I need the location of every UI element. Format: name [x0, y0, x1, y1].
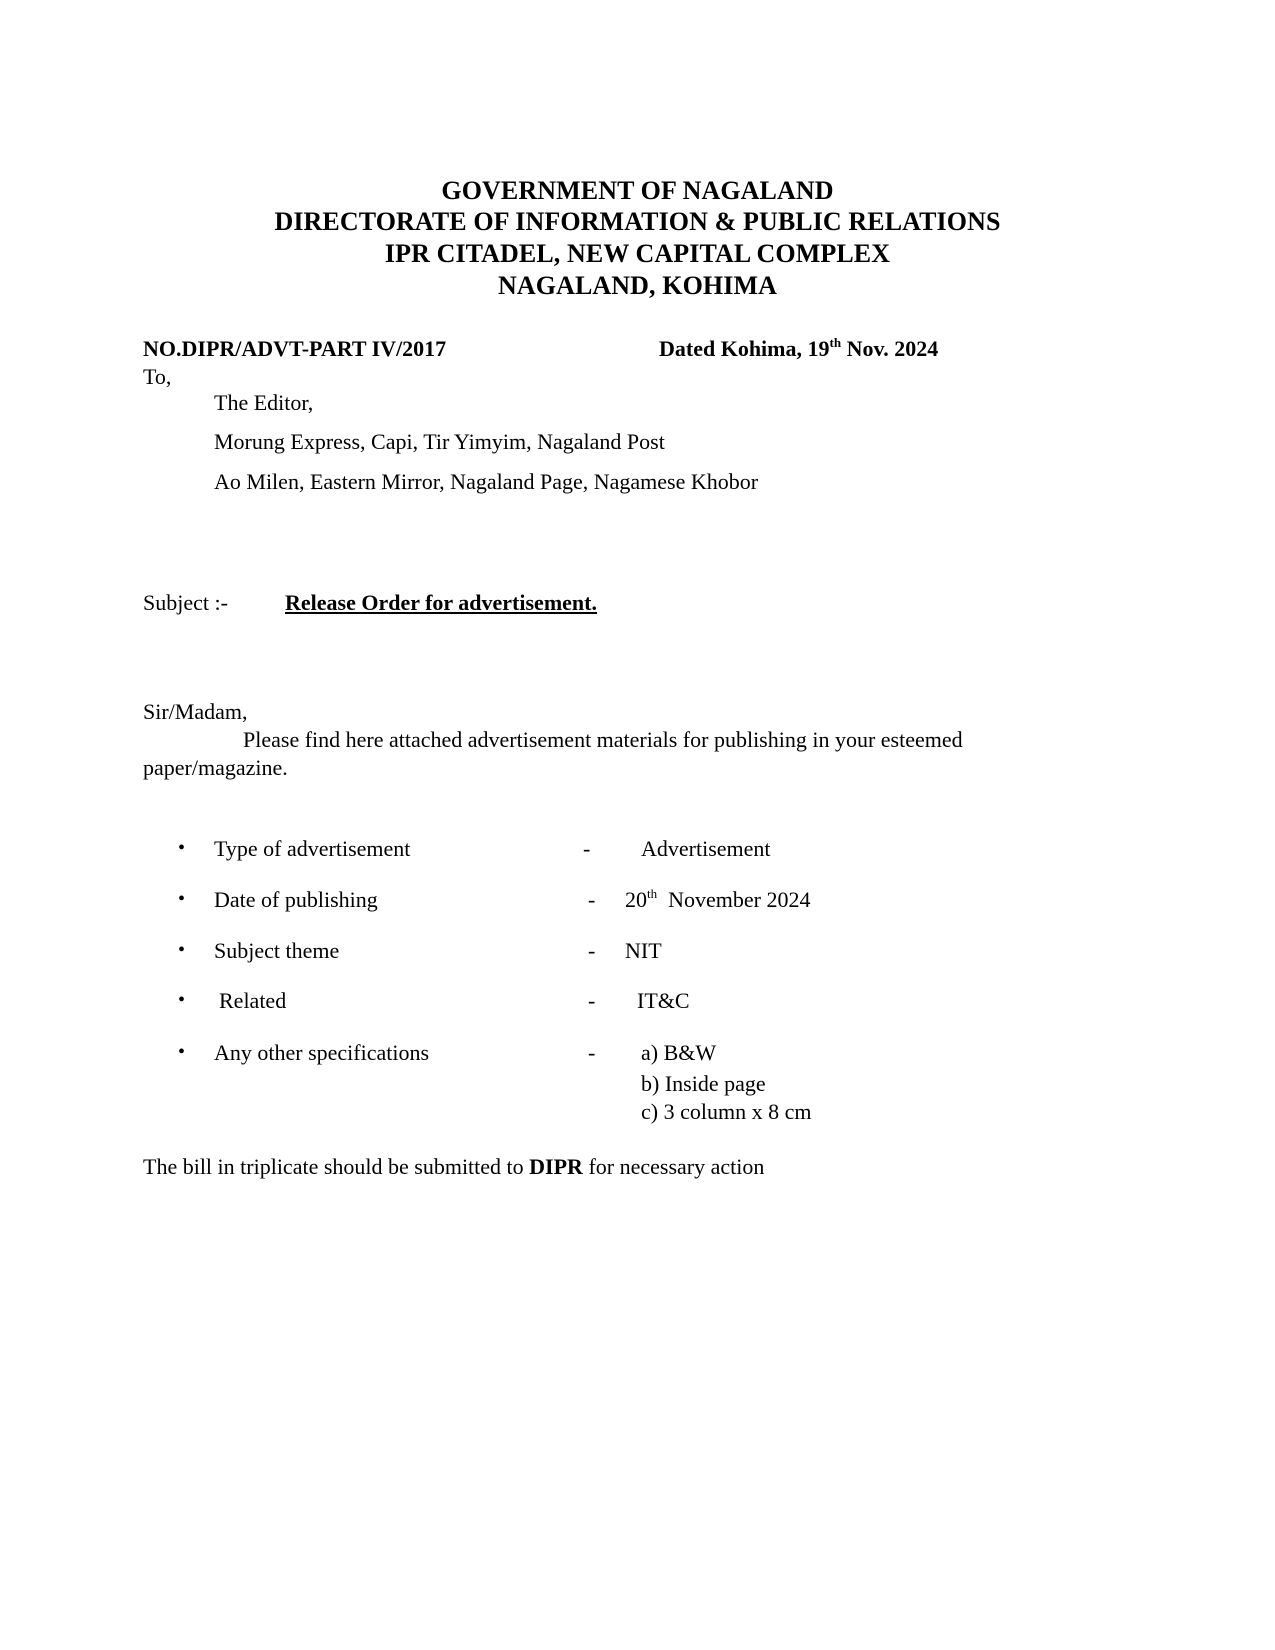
reference-number: NO.DIPR/ADVT-PART IV/2017	[143, 336, 447, 361]
detail-dash: -	[588, 887, 596, 912]
detail-dash: -	[583, 836, 591, 861]
detail-value-spec-c: c) 3 column x 8 cm	[641, 1099, 812, 1124]
detail-label-specifications: Any other specifications	[214, 1040, 430, 1065]
salutation: Sir/Madam,	[143, 699, 248, 724]
detail-label-theme: Subject theme	[214, 938, 340, 963]
reference-date: Dated Kohima, 19th Nov. 2024	[659, 334, 939, 361]
header-address: IPR CITADEL, NEW CAPITAL COMPLEX	[384, 239, 891, 268]
detail-dash: -	[588, 938, 596, 963]
detail-value-date: 20th November 2024	[625, 885, 811, 912]
list-bullet: •	[178, 837, 186, 859]
address-papers-line2: Ao Milen, Eastern Mirror, Nagaland Page, Nagamese Khobor	[214, 469, 759, 494]
detail-value-spec-b: b) Inside page	[641, 1071, 766, 1096]
detail-label-type: Type of advertisement	[214, 836, 411, 861]
detail-value-related: IT&C	[637, 988, 690, 1013]
detail-value-spec-a: a) B&W	[641, 1040, 717, 1065]
detail-label-date: Date of publishing	[214, 887, 378, 912]
detail-dash: -	[588, 988, 596, 1013]
detail-label-related: Related	[219, 988, 287, 1013]
detail-value-theme: NIT	[625, 938, 662, 963]
detail-value-type: Advertisement	[641, 836, 771, 861]
list-bullet: •	[178, 888, 186, 910]
subject-label: Subject :-	[143, 590, 228, 615]
list-bullet: •	[178, 989, 186, 1011]
body-paragraph-line1: Please find here attached advertisement materials for publishing in your esteemed	[243, 727, 963, 752]
address-to: To,	[143, 364, 172, 389]
address-recipient: The Editor,	[214, 390, 314, 415]
list-bullet: •	[178, 939, 186, 961]
list-bullet: •	[178, 1041, 186, 1063]
header-directorate: DIRECTORATE OF INFORMATION & PUBLIC RELATIONS	[274, 207, 1001, 236]
detail-dash: -	[588, 1040, 596, 1065]
header-city: NAGALAND, KOHIMA	[498, 271, 777, 300]
body-paragraph-line2: paper/magazine.	[143, 755, 288, 780]
footer-instruction: The bill in triplicate should be submitted to DIPR for necessary action	[143, 1154, 765, 1179]
subject-title: Release Order for advertisement.	[285, 590, 597, 615]
address-papers-line1: Morung Express, Capi, Tir Yimyim, Nagaland Post	[214, 429, 665, 454]
header-government: GOVERNMENT OF NAGALAND	[441, 176, 834, 205]
